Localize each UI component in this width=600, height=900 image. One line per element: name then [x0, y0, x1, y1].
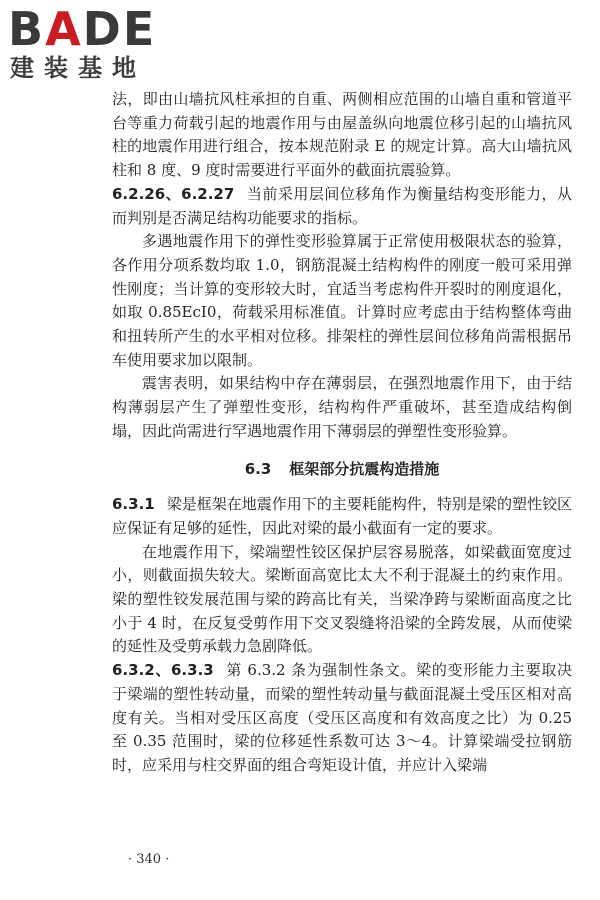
watermark-wordmark: BADE [8, 2, 157, 56]
clause-paragraph [112, 659, 572, 778]
watermark-subtitle: 建装基地 [10, 54, 146, 82]
clause-paragraph [112, 183, 572, 230]
clause-number: 6.3.1 [112, 495, 155, 514]
watermark-logo [8, 2, 178, 86]
clause-paragraph [112, 493, 572, 540]
paragraph: 在地震作用下，梁端塑性铰区保护层容易脱落，如梁截面宽度过小，则截面损失较大。梁断面高宽比太大不利于混凝土的约束作用。梁的塑性铰发展范围与梁的跨高比有关，当梁净跨与梁断面高度之比小于 4 时，在反复受剪作用下交叉裂缝将沿梁的全跨发展，从而使梁的延性及受剪承载力急剧降低。 [112, 542, 572, 656]
clause-text: 梁是框架在地震作用下的主要耗能构件，特别是梁的塑性铰区应保证有足够的延性，因此对梁的最小截面有一定的要求。 [112, 495, 572, 537]
paragraph: 震害表明，如果结构中存在薄弱层，在强烈地震作用下，由于结构薄弱层产生了弹塑性变形，结构构件严重破坏，甚至造成结构倒塌，因此尚需进行罕遇地震作用下薄弱层的弹塑性变形验算。 [112, 374, 572, 440]
page-number: · 340 · [128, 852, 170, 867]
clause-number: 6.3.2、6.3.3 [112, 661, 214, 680]
paragraph-continuation: 法，即由山墙抗风柱承担的自重、两侧相应范围的山墙自重和管道平台等重力荷载引起的地震作用与由屋盖纵向地震位移引起的山墙抗风柱的地震作用进行组合，按本规范附录 E 的规定计算。高大山墙抗风柱和 8 度、9 度时需要进行平面外的截面抗震验算。 [112, 90, 572, 180]
section-number: 6.3 [244, 459, 272, 478]
clause-text: 第 6.3.2 条为强制性条文。梁的变形能力主要取决于梁端的塑性转动量，而梁的塑性转动量与截面混凝土受压区相对高度有关。当相对受压区高度（受压区高度和有效高度之比）为 0.25 至 0.35 范围时，梁的位移延性系数可达 3～4。计算梁端受拉钢筋时，应采用与柱交界面的组合弯矩设计值，并应计入梁端 [112, 661, 572, 774]
clause-number: 6.2.26、6.2.27 [112, 184, 235, 203]
section-title: 框架部分抗震构造措施 [289, 459, 440, 478]
clause-text: 当前采用层间位移角作为衡量结构变形能力，从而判别是否满足结构功能要求的指标。 [112, 184, 572, 227]
page-body [112, 88, 572, 778]
section-heading [112, 458, 572, 482]
paragraph: 多遇地震作用下的弹性变形验算属于正常使用极限状态的验算，各作用分项系数均取 1.0，钢筋混凝土结构构件的刚度一般可采用弹性刚度；当计算的变形较大时，宜适当考虑构件开裂时的刚度退化，如取 0.85EcI0，荷载采用标准值。计算时应考虑由于结构整体弯曲和扭转所产生的水平相对位移。排架柱的弹性层间位移角尚需根据吊车使用要求加以限制。 [112, 232, 572, 369]
